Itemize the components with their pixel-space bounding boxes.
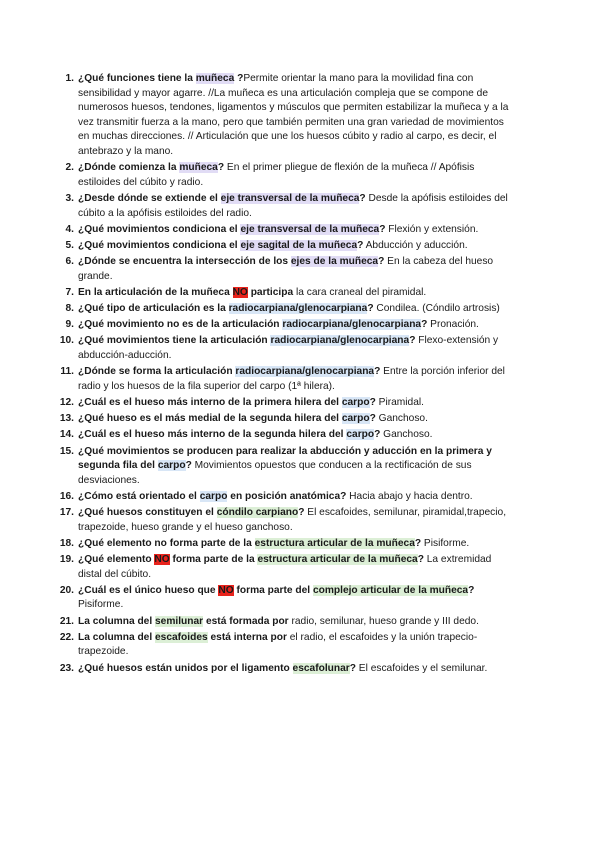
question-number: 3. (65, 192, 74, 204)
question-text: ? (298, 507, 305, 519)
question-text: forma parte de la (169, 554, 258, 566)
question-text: participa (247, 286, 294, 298)
question-text: ¿Cuál es el hueso más interno de la segunda hilera del (78, 429, 347, 441)
question-text: ¿Qué movimiento no es de la articulación (78, 319, 283, 331)
question-text: ? (185, 460, 192, 472)
question-text: ? (359, 192, 366, 204)
question-item (59, 490, 513, 505)
question-item (59, 615, 513, 630)
answer-text: Piramidal. (375, 397, 424, 408)
question-text: ¿Qué elemento (78, 554, 155, 566)
question-text: La columna del (78, 615, 155, 627)
question-item (59, 334, 513, 363)
highlighted-term: ejes de la muñeca (290, 256, 379, 268)
question-number: 8. (65, 303, 74, 315)
answer-text: Flexión y extensión. (385, 223, 479, 235)
highlighted-term: muñeca (179, 162, 218, 174)
highlighted-term: NO (154, 554, 170, 566)
question-text: ? (468, 584, 475, 596)
highlighted-term: escafoides (155, 631, 208, 643)
question-number: 19. (59, 554, 74, 566)
highlighted-term: eje sagital de la muñeca (240, 239, 358, 251)
answer-text: El escafoides, semilunar, piramidal,trapecio, trapezoide, hueso grande y el hueso ganchoso. (78, 507, 507, 533)
question-number: 12. (59, 397, 74, 408)
question-text: ¿Dónde comienza la (78, 162, 180, 174)
question-item (59, 445, 513, 489)
question-text: ¿Cuál es el hueso más interno de la primera hilera del (78, 397, 342, 408)
answer-text: Flexo-extensión y abducción-aducción. (78, 335, 499, 362)
question-text: ¿Qué movimientos condiciona el (78, 239, 241, 251)
question-text: ¿Qué movimientos se producen para realizar la abducción y aducción en la primera y segunda fila del (78, 445, 492, 472)
question-text: ¿Desde dónde se extiende el (78, 192, 221, 204)
question-text: ? (374, 366, 381, 378)
question-item (59, 553, 513, 582)
answer-text: En la cabeza del hueso grande. (78, 256, 494, 282)
question-number: 1. (65, 73, 74, 84)
question-list (59, 72, 513, 678)
highlighted-term: radiocarpiana/glenocarpiana (235, 366, 375, 378)
highlighted-term: NO (232, 286, 248, 298)
highlighted-term: eje transversal de la muñeca (220, 192, 360, 204)
question-number: 9. (65, 319, 74, 331)
question-text: ¿Dónde se forma la articulación (78, 366, 236, 378)
question-number: 14. (59, 429, 74, 441)
question-text: ¿Qué hueso es el más medial de la segunda hilera del (78, 413, 342, 425)
highlighted-term: estructura articular de la muñeca (254, 537, 415, 549)
question-text: ¿Qué funciones tiene la (78, 73, 196, 84)
question-text: La columna del (78, 631, 155, 643)
question-number: 21. (59, 615, 74, 627)
question-item (59, 396, 513, 411)
question-item (59, 428, 513, 443)
question-item (59, 506, 513, 535)
answer-text: Ganchoso. (375, 413, 428, 425)
question-text: ¿Qué tipo de articulación es la (78, 303, 229, 315)
question-item (65, 192, 513, 221)
answer-text: Condilea. (Cóndilo artrosis) (373, 303, 500, 315)
highlighted-term: semilunar (155, 615, 204, 627)
highlighted-term: estructura articular de la muñeca (257, 554, 418, 566)
answer-text: Pisiforme. (78, 599, 124, 611)
question-number: 13. (59, 413, 74, 425)
answer-text: la cara craneal del piramidal. (293, 286, 427, 298)
question-text: ? (378, 256, 385, 268)
answer-text: El escafoides y el semilunar. (355, 662, 488, 674)
question-text: ¿Cómo está orientado el (78, 490, 200, 502)
question-item (59, 631, 513, 660)
question-item (65, 286, 513, 301)
highlighted-term: radiocarpiana/glenocarpiana (228, 303, 368, 315)
highlighted-term: carpo (346, 429, 375, 441)
question-text: ? (367, 303, 374, 315)
question-text: ? (369, 413, 376, 425)
question-number: 6. (65, 256, 74, 268)
question-text: ? (349, 662, 356, 674)
question-item (59, 662, 513, 677)
answer-text: Pronación. (427, 319, 479, 331)
question-number: 7. (65, 286, 74, 298)
highlighted-term: escafolunar (292, 662, 350, 674)
question-text: ? (217, 162, 225, 174)
question-number: 5. (65, 239, 74, 251)
highlighted-term: carpo (341, 413, 370, 425)
question-number: 4. (65, 223, 74, 235)
question-item (65, 161, 513, 190)
question-item (65, 239, 513, 254)
highlighted-term: NO (218, 584, 234, 596)
question-item (65, 72, 513, 160)
question-number: 18. (59, 537, 74, 549)
answer-text: La extremidad distal del cúbito. (78, 554, 492, 580)
answer-text: Hacia abajo y hacia dentro. (346, 490, 473, 502)
highlighted-term: carpo (341, 397, 370, 408)
question-text: ¿Dónde se encuentra la intersección de los (78, 256, 291, 268)
highlighted-term: radiocarpiana/glenocarpiana (270, 335, 410, 347)
question-text: ? (369, 397, 376, 408)
answer-text: Permite orientar la mano para la movilidad fina con sensibilidad y mayor agarre. //La muñeca es una articulación compleja que se compone de numerosos huesos, tendones, ligamentos y músculos que permiten estabilizar la muñeca y a la vez transmitir fuerza a la mano, pero que también permiten una gran variedad de movimientos en muchas direcciones. // Articulación que une los huesos cúbito y radio al carpo, es decir, el antebrazo y la mano. (78, 73, 509, 157)
question-text: ? (357, 239, 364, 251)
question-text: ? (414, 537, 422, 549)
answer-text: Pisiforme. (421, 537, 470, 549)
question-text: está interna por (207, 631, 287, 643)
answer-text: radio, semilunar, hueso grande y III dedo. (288, 615, 479, 627)
highlighted-term: eje transversal de la muñeca (240, 223, 380, 235)
question-text: ? (421, 319, 428, 331)
question-item (65, 255, 513, 284)
question-item (65, 318, 513, 333)
answer-text: En el primer pliegue de flexión de la muñeca // Apófisis estiloides del cúbito y radio. (78, 162, 475, 188)
question-text: ? (417, 554, 424, 566)
question-text: ¿Qué huesos están unidos por el ligamento (78, 662, 293, 674)
answer-text: Movimientos opuestos que conducen a la rectificación de sus desviaciones. (78, 460, 472, 486)
answer-text: Entre la porción inferior del radio y los huesos de la fila superior del carpo (1ª hilera). (78, 366, 505, 392)
answer-text: Ganchoso. (380, 429, 433, 441)
question-item (59, 412, 513, 427)
question-text: ? (234, 73, 244, 84)
answer-text: Abducción y aducción. (363, 239, 468, 251)
question-number: 10. (59, 335, 74, 347)
question-text: ¿Qué movimientos tiene la articulación (78, 335, 271, 347)
question-item (65, 302, 513, 317)
question-item (59, 584, 513, 613)
question-text: forma parte del (233, 584, 313, 596)
question-number: 15. (59, 445, 74, 457)
question-item (60, 365, 513, 394)
answer-text: Desde la apófisis estiloides del cúbito a la apófisis estiloides del radio. (78, 192, 508, 219)
question-number: 2. (65, 162, 74, 174)
question-number: 20. (59, 584, 74, 596)
question-text: está formada por (203, 615, 289, 627)
question-number: 11. (60, 366, 74, 378)
question-text: en posición anatómica? (227, 490, 347, 502)
question-number: 23. (59, 662, 74, 674)
question-number: 22. (59, 631, 74, 643)
question-text: ¿Qué elemento no forma parte de la (78, 537, 255, 549)
question-text: ¿Qué huesos constituyen el (78, 507, 217, 519)
question-text: ¿Cuál es el único hueso que (78, 584, 219, 596)
question-text: En la articulación de la muñeca (78, 286, 233, 298)
highlighted-term: muñeca (195, 73, 235, 84)
highlighted-term: complejo articular de la muñeca (312, 584, 469, 596)
question-number: 17. (59, 507, 74, 519)
question-text: ¿Qué movimientos condiciona el (78, 223, 241, 235)
question-text: ? (374, 429, 381, 441)
question-text: ? (379, 223, 386, 235)
highlighted-term: carpo (157, 460, 186, 472)
highlighted-term: cóndilo carpiano (216, 507, 299, 519)
question-item (65, 223, 513, 238)
highlighted-term: carpo (199, 490, 228, 502)
answer-text: el radio, el escafoides y la unión trapecio-trapezoide. (78, 631, 478, 658)
question-number: 16. (59, 490, 74, 502)
question-text: ? (409, 335, 416, 347)
question-item (59, 537, 513, 552)
highlighted-term: radiocarpiana/glenocarpiana (282, 319, 422, 331)
